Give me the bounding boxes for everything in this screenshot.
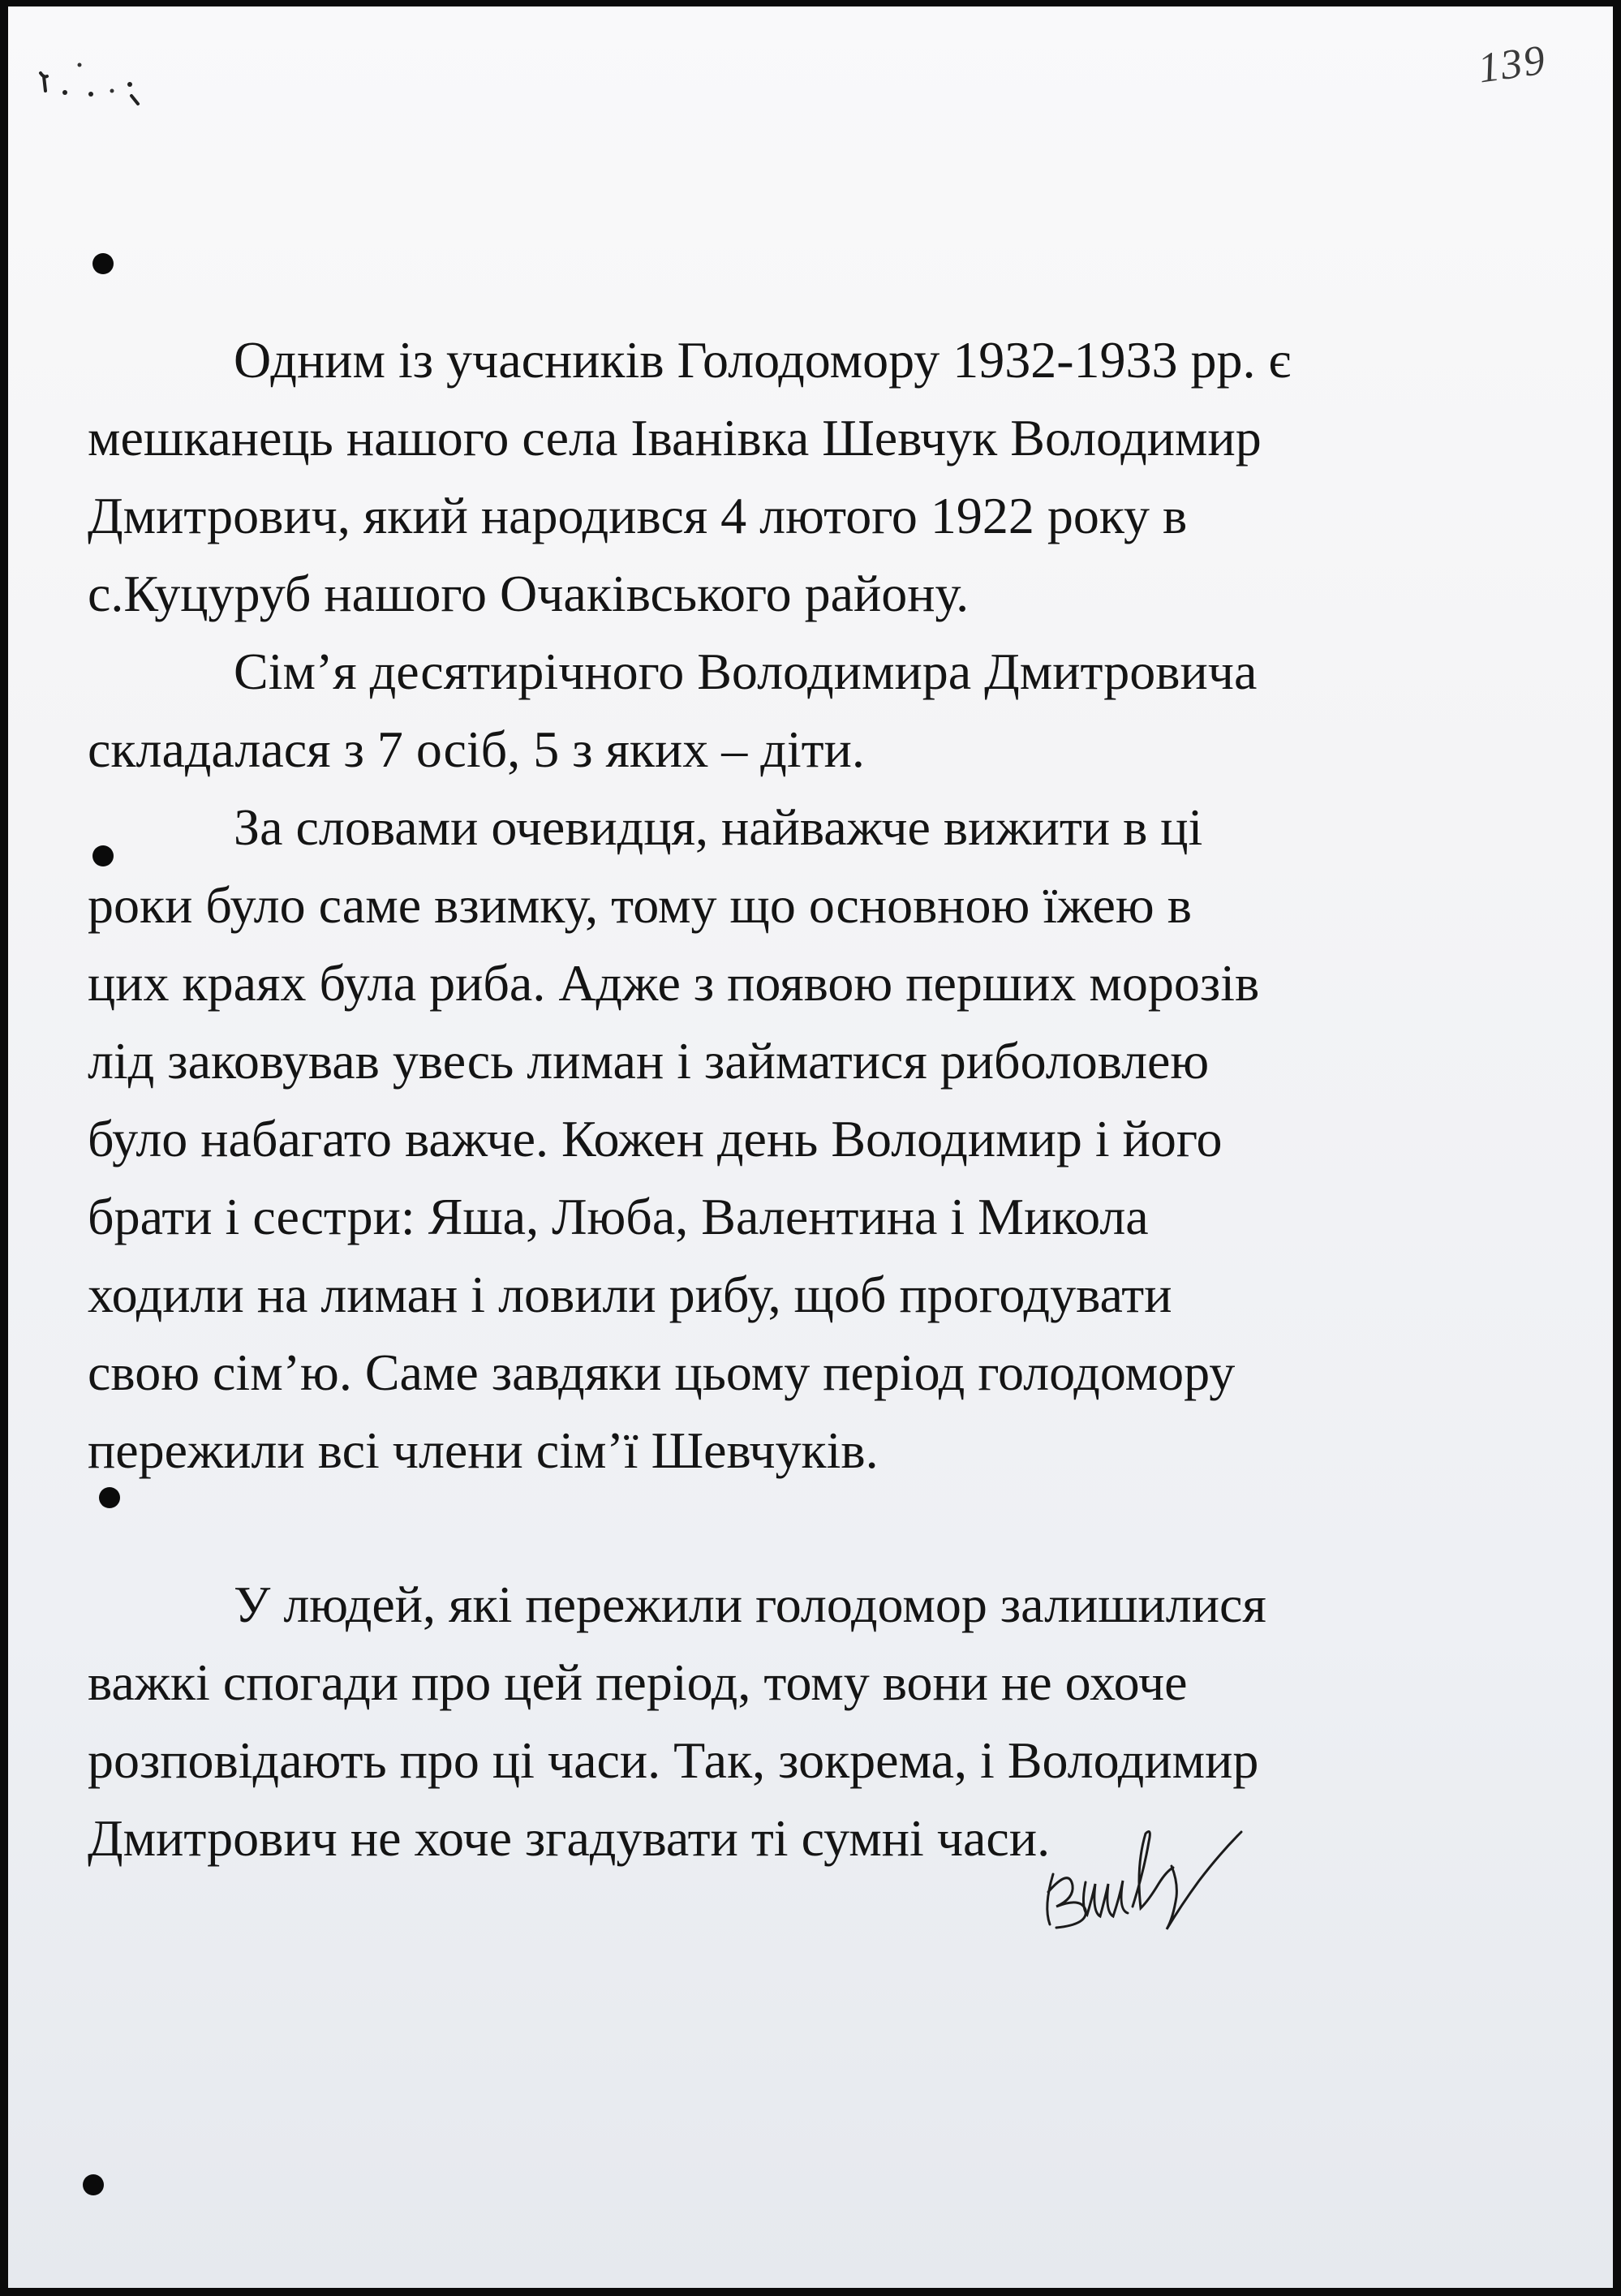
corner-stamp-mark (32, 55, 178, 136)
paragraph-1 (88, 321, 1572, 633)
text-line: Дмитрович не хоче згадувати ті сумні часи. (88, 1809, 1051, 1867)
punch-hole (83, 2174, 104, 2195)
paragraph-4 (88, 1566, 1572, 1877)
page-number: 139 (1475, 37, 1550, 92)
text-line: За словами очевидця, найважче вижити в ці (234, 798, 1203, 856)
text-line: ходили на лиман і ловили рибу, щоб прогодувати (88, 1266, 1172, 1323)
punch-hole (92, 253, 114, 274)
document-page (8, 6, 1613, 2288)
paragraph-3 (88, 789, 1572, 1490)
text-line: складалася з 7 осіб, 5 з яких – діти. (88, 720, 865, 778)
text-line: Одним із учасників Голодомору 1932-1933 рр. є (234, 331, 1291, 389)
paragraph-2 (88, 633, 1572, 789)
text-line: Сім’я десятирічного Володимира Дмитровича (234, 643, 1258, 700)
text-line: мешканець нашого села Іванівка Шевчук Володимир (88, 409, 1262, 467)
text-line: У людей, які пережили голодомор залишилися (234, 1576, 1266, 1633)
text-line: важкі спогади про цей період, тому вони не охоче (88, 1653, 1188, 1711)
text-line: було набагато важче. Кожен день Володимир і його (88, 1110, 1223, 1167)
text-line: брати і сестри: Яша, Люба, Валентина і Микола (88, 1188, 1149, 1245)
text-line: свою сім’ю. Саме завдяки цьому період голодомору (88, 1344, 1236, 1401)
text-line: с.Куцуруб нашого Очаківського району. (88, 565, 970, 622)
text-line: розповідають про ці часи. Так, зокрема, і Володимир (88, 1731, 1259, 1789)
handwritten-signature (1029, 1817, 1248, 1939)
text-line: цих краях була риба. Адже з появою перших морозів (88, 954, 1260, 1012)
text-line: лід заковував увесь лиман і займатися риболовлею (88, 1032, 1210, 1090)
document-body (88, 321, 1572, 1877)
text-line: пережили всі члени сім’ї Шевчуків. (88, 1421, 879, 1479)
paragraph-spacer (88, 1490, 1572, 1566)
text-line: роки було саме взимку, тому що основною їжею в (88, 876, 1192, 934)
text-line: Дмитрович, який народився 4 лютого 1922 року в (88, 487, 1188, 544)
